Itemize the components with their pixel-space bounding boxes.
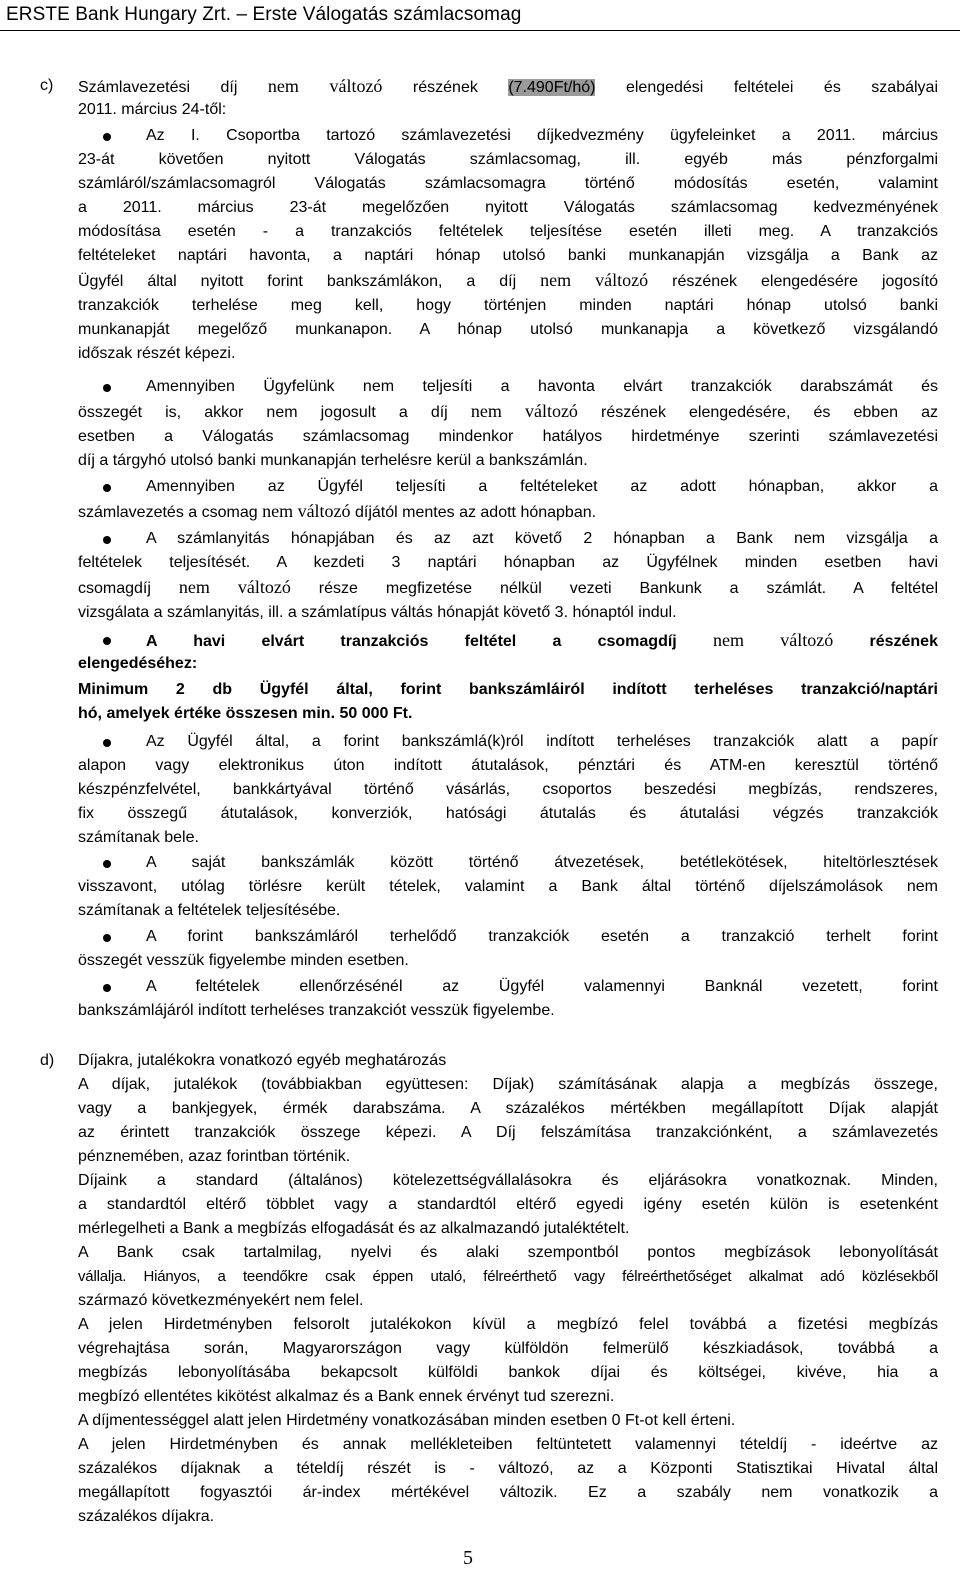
section-d-marker: d) (40, 1052, 55, 1069)
p2-line: esetben a Válogatás számlacsomag mindenkor hatályos hirdetménye szerinti számlavezetési (78, 428, 938, 445)
text-part: Ügyfél által nyitott forint bankszámlákon, a díj (78, 273, 541, 290)
d-line: vagy a bankjegyek, érmék darabszáma. A százalékos mértékben megállapított Díjak alapját (78, 1100, 938, 1117)
p1-line: módosítása esetén - a tranzakciós feltételek teljesítése esetén illeti meg. A tranzakciós (78, 223, 938, 240)
d-line: A Bank csak tartalmilag, nyelvi és alaki szempontból pontos megbízások lebonyolítását (78, 1244, 938, 1261)
header-title: ERSTE Bank Hungary Zrt. – Erste Válogatás számlacsomag (6, 4, 522, 25)
d-line: Díjaink a standard (általános) kötelezettségvállalásokra és eljárásokra vonatkoznak. Minden, (78, 1172, 938, 1189)
text-part: díjától mentes az adott hónapban. (350, 504, 597, 521)
text-part: számlavezetés a csomag (78, 504, 263, 521)
bullet-icon (103, 484, 111, 492)
p5-line (146, 630, 938, 652)
p5-line: elengedéséhez: (78, 655, 198, 672)
bullet-icon (103, 637, 111, 645)
p8-line: összegét vesszük figyelembe minden esetben. (78, 952, 409, 969)
d-line: végrehajtása során, Magyarországon vagy külföldön felmerülő készkiadások, továbbá a (78, 1340, 938, 1357)
d-line: vállalja. Hiányos, a teendőkre csak éppen utaló, félreérthető vagy félreérthetőséget alkalmat adó közlésekből (78, 1268, 938, 1285)
text-nem-valtozo: nem változó (178, 577, 291, 597)
bullet-icon (103, 536, 111, 544)
d-line: megbízás lebonyolításába bekapcsolt külföldi bankok díjai és költségei, kivéve, hia a (78, 1364, 938, 1381)
d-line: százalékos díjakra. (78, 1508, 215, 1525)
p6-line: Az Ügyfél által, a forint bankszámlá(k)ról indított terheléses tranzakciók alatt a papír (146, 733, 938, 750)
p3-line: Amennyiben az Ügyfél teljesíti a feltételeket az adott hónapban, akkor a (146, 478, 938, 495)
p7-line: visszavont, utólag törlésre került tételek, valamint a Bank által történő díjelszámolások nem (78, 878, 938, 895)
d-line: megbízó ellentétes kikötést alkalmaz és a Bank ennek érvényt tud szerezni. (78, 1388, 615, 1405)
p5-line: hó, amelyek értéke összesen min. 50 000 Ft. (78, 705, 413, 722)
p7-line: A saját bankszámlák között történő átvezetések, betétlekötések, hiteltörlesztések (146, 854, 938, 871)
bullet-icon (103, 934, 111, 942)
header-rule (0, 30, 960, 31)
p1-line: tranzakciók terhelése meg kell, hogy történjen minden naptári hónap utolsó banki (78, 297, 938, 314)
text-part: összegét is, akkor nem jogosult a díj (78, 404, 471, 421)
p1-line: a 2011. március 23-át megelőzően nyitott Válogatás számlacsomag kedvezményének (78, 199, 938, 216)
d-line: A jelen Hirdetményben felsorolt jutalékokon kívül a megbízó felel továbbá a fizetési megbízás (78, 1316, 938, 1333)
p6-line: fix összegű átutalások, konverziók, hatósági átutalás és átutalási végzés tranzakciók (78, 805, 938, 822)
text-part: részének elengedésére, és ebben az (577, 404, 938, 421)
p1-line: Az I. Csoportba tartozó számlavezetési díjkedvezmény ügyfeleinket a 2011. március (146, 127, 938, 144)
title-nem-valtozo: nem változó (267, 76, 383, 96)
d-line: származó következményekért nem felel. (78, 1292, 364, 1309)
text-part: részének (833, 633, 938, 650)
p1-line: számláról/számlacsomagról Válogatás számlacsomagra történő módosítás esetén, valamint (78, 175, 938, 192)
p6-line: készpénzfelvétel, bankkártyával történő vásárlás, csoportos beszedési megbízás, rendszeres, (78, 781, 938, 798)
p7-line: számítanak a feltételek teljesítésébe. (78, 902, 341, 919)
p3-line (78, 501, 596, 523)
bullet-icon (103, 984, 111, 992)
p1-line (78, 270, 938, 292)
page-header (0, 0, 960, 30)
d-line: mérlegelheti a Bank a megbízás elfogadását és az alkalmazandó jutaléktételt. (78, 1220, 630, 1237)
d-line: A jelen Hirdetményben és annak mellékleteiben feltüntetett valamennyi tételdíj - ideértve az (78, 1436, 938, 1453)
text-part: részének elengedésére jogosító (648, 273, 938, 290)
p8-line: A forint bankszámláról terhelődő tranzakciók esetén a tranzakció terhelt forint (146, 928, 938, 945)
text-part: csomagdíj (78, 580, 179, 597)
title-part: elengedési feltételei és szabályai (595, 79, 939, 96)
p1-line: munkanapját megelőző munkanapon. A hónap utolsó munkanapja a következő vizsgálandó (78, 321, 938, 338)
d-line: a standardtól eltérő többlet vagy a standardtól eltérő egyedi igény esetén külön is esetenként (78, 1196, 938, 1213)
p5-line: Minimum 2 db Ügyfél által, forint bankszámláiról indított terheléses tranzakció/naptári (78, 681, 938, 698)
d-line: pénznemében, azaz forintban történik. (78, 1148, 351, 1165)
text-part: A havi elvárt tranzakciós feltétel a csomagdíj (146, 633, 713, 650)
text-nem-valtozo: nem változó (712, 630, 834, 650)
section-c-marker: c) (40, 77, 54, 94)
section-d-title: Díjakra, jutalékokra vonatkozó egyéb meghatározás (78, 1052, 447, 1069)
d-line: A díjak, jutalékok (továbbiakban együttesen: Díjak) számításának alapja a megbízás összege, (78, 1076, 938, 1093)
text-nem-valtozo: nem változó (540, 270, 649, 290)
page-number: 5 (463, 1547, 473, 1569)
text-nem-valtozo: nem változó (262, 501, 351, 521)
p9-line: A feltételek ellenőrzésénél az Ügyfél valamennyi Banknál vezetett, forint (146, 978, 938, 995)
text-nem-valtozo: nem változó (470, 401, 578, 421)
bullet-icon (103, 133, 111, 141)
d-line: százalékos díjaknak a tételdíj részét is - változó, az a Központi Statisztikai Hivatal által (78, 1460, 938, 1477)
text-part: része megfizetése nélkül vezeti Bankunk a számlát. A feltétel (290, 580, 938, 597)
d-line: megállapított fogyasztói ár-index mértékével változik. Ez a szabály nem vonatkozik a (78, 1484, 938, 1501)
title-part: Számlavezetési díj (78, 79, 268, 96)
section-c-date: 2011. március 24-től: (78, 101, 227, 118)
p2-line: Amennyiben Ügyfelünk nem teljesíti a havonta elvárt tranzakciók darabszámát és (146, 378, 938, 395)
p2-line (78, 401, 938, 423)
p4-line: A számlanyitás hónapjában és az azt követő 2 hónapban a Bank nem vizsgálja a (146, 530, 938, 547)
p1-line: 23-át követően nyitott Válogatás számlacsomag, ill. egyéb más pénzforgalmi (78, 151, 938, 168)
bullet-icon (103, 739, 111, 747)
p4-line: feltételek teljesítését. A kezdeti 3 naptári hónapban az Ügyfélnek minden esetben havi (78, 554, 938, 571)
p2-line: díj a tárgyhó utolsó banki munkanapján terhelésre kerül a bankszámlán. (78, 452, 588, 469)
bullet-icon (103, 860, 111, 868)
d-line: az érintett tranzakciók összege képezi. A Díj felszámítása tranzakciónként, a számlavezetés (78, 1124, 938, 1141)
p6-line: számítanak bele. (78, 829, 199, 846)
p4-line (78, 577, 938, 599)
title-part: részének (382, 79, 509, 96)
highlighted-fee: (7.490Ft/hó) (508, 79, 596, 96)
p1-line: feltételeket naptári havonta, a naptári hónap utolsó banki munkanapján vizsgálja a Bank az (78, 247, 938, 264)
bullet-icon (103, 384, 111, 392)
p1-line: időszak részét képezi. (78, 345, 236, 362)
d-line: A díjmentességgel alatt jelen Hirdetmény vonatkozásában minden esetben 0 Ft-ot kell érteni. (78, 1412, 736, 1429)
p6-line: alapon vagy elektronikus úton indított átutalások, pénztári és ATM-en keresztül történő (78, 757, 938, 774)
section-c-title (78, 76, 938, 98)
p4-line: vizsgálata a számlanyitás, ill. a számlatípus váltás hónapját követő 3. hónaptól indul. (78, 604, 677, 621)
p9-line: bankszámlájáról indított terheléses tranzakciót vesszük figyelembe. (78, 1002, 555, 1019)
